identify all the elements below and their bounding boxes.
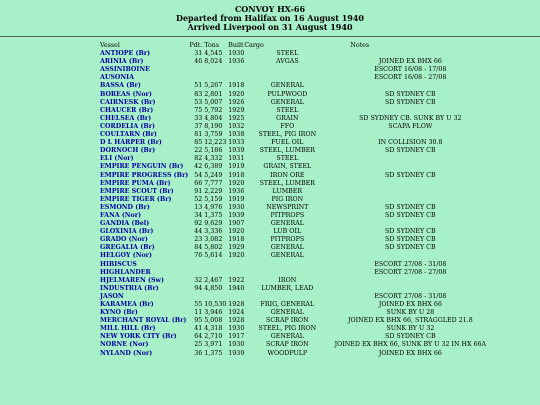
cargo-cell: IRON ORE (270, 171, 305, 179)
notes-cell: ESCORT 27/08 - 31/08 (374, 292, 447, 300)
cargo-cell: SCRAP IRON (266, 341, 309, 349)
notes-cell: SD SYDNEY CB. SUNK BY U 32 (359, 114, 462, 122)
built-cell: 1920 (228, 179, 245, 187)
vessel-name: MILL HILL (Br) (100, 325, 156, 333)
vessel-name: MERCHANT ROYAL (Br) (100, 317, 187, 325)
tons-cell: 2,229 (204, 187, 223, 195)
cargo-cell: GRAIN, STEEL (263, 163, 312, 171)
page-title: CONVOY HX-66 (234, 4, 306, 14)
built-cell: 1933 (228, 139, 245, 147)
tons-cell: 5,186 (204, 147, 223, 155)
notes-cell: ESCORT 16/08 - 17/08 (374, 66, 447, 74)
cargo-cell (244, 74, 330, 82)
col-notes: Notes (350, 42, 370, 49)
tons-cell: 1,375 (204, 349, 223, 357)
vessel-name: HIGHLANDER (100, 268, 151, 276)
notes-cell (330, 131, 490, 139)
table-row (100, 293, 490, 301)
built-cell: 1924 (228, 309, 245, 317)
vessel-name: GRADO (Nor) (100, 236, 148, 244)
pdt-cell: 54 (194, 171, 203, 179)
cargo-cell: FUEL OIL (271, 139, 304, 147)
notes-cell: ESCORT 27/08 - 31/08 (374, 260, 447, 268)
pdt-cell: 32 (194, 276, 203, 284)
pdt-cell: 37 (194, 122, 203, 130)
vessel-name: CHAUCER (Br) (100, 106, 154, 114)
vessel-name: HIBISCUS (100, 260, 137, 268)
table-row (100, 350, 490, 358)
notes-cell (330, 163, 490, 171)
notes-cell (330, 155, 490, 163)
table-row (100, 172, 490, 180)
vessel-name: GREGALIA (Br) (100, 244, 155, 252)
cargo-cell: STEEL (276, 155, 299, 163)
tons-cell: 4,976 (204, 203, 223, 211)
vessel-name: EMPIRE PENGUIN (Br) (100, 163, 184, 171)
built-cell: 1930 (228, 203, 245, 211)
notes-cell (330, 285, 490, 293)
table-header-row (100, 42, 490, 50)
notes-cell (330, 188, 490, 196)
cargo-cell: STEEL, PIG IRON (258, 325, 317, 333)
pdt-cell (188, 293, 204, 301)
cargo-cell: PITPROPS (270, 236, 305, 244)
pdt-cell: 95 (194, 317, 203, 325)
pdt-cell (188, 269, 204, 277)
notes-cell: SD SYDNEY CB (385, 211, 436, 219)
built-cell: 1920 (228, 252, 245, 260)
pdt-cell: 51 (194, 82, 203, 90)
table-row (100, 269, 490, 277)
tons-cell (204, 261, 228, 269)
table-row (100, 74, 490, 82)
table-row (100, 163, 490, 171)
pdt-cell: 75 (194, 106, 203, 114)
notes-cell (330, 50, 490, 58)
tons-cell: 4,850 (204, 284, 223, 292)
vessel-name: NYLAND (Nor) (100, 349, 153, 357)
cargo-cell: GENERAL (270, 309, 304, 317)
cargo-cell (244, 269, 330, 277)
pdt-cell: 91 (194, 187, 203, 195)
notes-cell: JOINED EX BHX 66, SUNK BY U 32 IN HX 66A (334, 341, 487, 349)
tons-cell: 4,804 (204, 114, 223, 122)
built-cell: 1929 (228, 244, 245, 252)
built-cell: 1939 (228, 349, 245, 357)
pdt-cell: 44 (194, 228, 203, 236)
table-body (100, 50, 490, 358)
tons-cell: 4,332 (204, 155, 223, 163)
table-row (100, 82, 490, 90)
table-row (100, 236, 490, 244)
vessel-name: CHELSEA (Br) (100, 114, 152, 122)
built-cell: 1929 (228, 106, 245, 114)
table-row (100, 285, 490, 293)
notes-cell (330, 277, 490, 285)
pdt-cell: 94 (194, 284, 203, 292)
tons-cell: 5,614 (204, 252, 223, 260)
built-cell: 1930 (228, 341, 245, 349)
pdt-cell: 33 (194, 114, 203, 122)
vessel-name: BASSA (Br) (100, 82, 141, 90)
pdt-cell: 82 (194, 155, 203, 163)
notes-cell: JOINED EX BHX 66 (378, 349, 442, 357)
notes-cell: SCAPA FLOW (388, 122, 433, 130)
built-cell: 1928 (228, 301, 245, 308)
pdt-cell (188, 74, 204, 82)
vessel-name: BOREAS (Nor) (100, 90, 152, 98)
tons-cell: 5,249 (204, 171, 223, 179)
built-cell: 1918 (228, 171, 245, 179)
notes-cell: SD SYDNEY CB (385, 171, 436, 179)
built-cell: 1932 (228, 122, 245, 130)
table-row (100, 252, 490, 260)
table-row (100, 58, 490, 66)
vessel-name: EMPIRE TIGER (Br) (100, 195, 172, 203)
notes-cell: JOINED EX BHX 66 (378, 58, 442, 66)
cargo-cell: GENERAL (270, 244, 304, 252)
built-cell: 1936 (228, 187, 245, 195)
built-cell: 1926 (228, 98, 245, 106)
tons-cell: 2,801 (204, 90, 223, 98)
vessel-name: JASON (100, 292, 124, 300)
cargo-cell: GENERAL (270, 82, 304, 90)
vessel-name: ELI (Nor) (100, 155, 134, 163)
cargo-cell: GENERAL (270, 252, 304, 260)
notes-cell: ESCORT 16/08 - 27/08 (374, 74, 447, 82)
tons-cell: 3,759 (204, 131, 223, 139)
tons-cell (204, 269, 228, 277)
built-cell: 1930 (228, 50, 245, 58)
notes-cell: SD SYDNEY CB (385, 333, 436, 341)
table-row (100, 180, 490, 188)
pdt-cell (188, 261, 204, 269)
notes-cell: SD SYDNEY CB (385, 90, 436, 98)
cargo-cell: LUMBER, LEAD (261, 284, 314, 292)
table-row (100, 147, 490, 155)
vessel-name: EMPIRE PUMA (Br) (100, 179, 171, 187)
table-row (100, 91, 490, 99)
cargo-cell: STEEL (276, 106, 299, 114)
notes-cell: SUNK BY U 28 (386, 309, 435, 317)
pdt-cell (188, 66, 204, 74)
arrived-line: Arrived Liverpool on 31 August 1940 (187, 22, 353, 32)
cargo-cell: STEEL, PIG IRON (258, 131, 317, 139)
tons-cell (204, 293, 228, 301)
cargo-cell: GENERAL (270, 220, 304, 228)
tons-cell: 5,267 (204, 82, 223, 90)
table-row (100, 212, 490, 220)
built-cell: 1919 (228, 195, 245, 203)
table-row (100, 220, 490, 228)
built-cell (228, 74, 244, 82)
vessel-name: AUSONIA (100, 74, 134, 82)
table-row (100, 244, 490, 252)
vessel-name: GLOXINIA (Br) (100, 228, 154, 236)
pdt-cell: 85 (194, 139, 203, 147)
page-header (0, 0, 540, 32)
notes-cell (330, 107, 490, 115)
cargo-cell: FFO (280, 122, 295, 130)
tons-cell: 2,467 (204, 276, 223, 284)
built-cell: 1939 (228, 211, 245, 219)
table-row (100, 277, 490, 285)
tons-cell: 3,971 (204, 341, 223, 349)
notes-cell (330, 82, 490, 90)
pdt-cell: 84 (194, 244, 203, 252)
tons-cell: 9,629 (204, 220, 223, 228)
cargo-cell: STEEL, LUMBER (259, 179, 316, 187)
pdt-cell: 13 (194, 203, 203, 211)
cargo-cell: SCRAP IRON (266, 317, 309, 325)
built-cell: 1938 (228, 131, 245, 139)
table-row (100, 325, 490, 333)
tons-cell: 5,802 (204, 244, 223, 252)
vessel-name: INDUSTRIA (Br) (100, 284, 159, 292)
pdt-cell: 66 (194, 179, 203, 187)
pdt-cell: 53 (194, 98, 203, 106)
cargo-cell: WOODPULP (267, 349, 308, 357)
table-row (100, 301, 490, 309)
table-row (100, 317, 490, 325)
built-cell: 1925 (228, 114, 245, 122)
cargo-cell: STEEL (276, 50, 299, 58)
notes-cell: SUNK BY U 32 (386, 325, 435, 333)
built-cell: 1919 (228, 163, 245, 171)
notes-cell: SD SYDNEY CB (385, 244, 436, 252)
notes-cell: SD SYDNEY CB (385, 228, 436, 236)
table-row (100, 155, 490, 163)
table-row (100, 107, 490, 115)
built-cell (228, 293, 244, 301)
cargo-cell: PIG IRON (271, 195, 304, 203)
pdt-cell: 81 (194, 131, 203, 139)
table-row (100, 333, 490, 341)
col-pdt: Pdt. (189, 42, 203, 49)
pdt-cell: 76 (194, 252, 203, 260)
built-cell: 1918 (228, 82, 245, 90)
tons-cell: 3,336 (204, 228, 223, 236)
pdt-cell: 64 (194, 333, 203, 341)
notes-cell (330, 180, 490, 188)
vessel-name: GANDIA (Bel) (100, 220, 150, 228)
notes-cell: ESCORT 27/08 - 27/08 (374, 268, 447, 276)
vessel-name: CAIRNESK (Br) (100, 98, 156, 106)
col-tons: Tons (204, 42, 220, 49)
tons-cell: 5,159 (204, 195, 223, 203)
tons-cell: 3,946 (204, 309, 223, 317)
tons-cell: 5,007 (204, 98, 223, 106)
built-cell: 1940 (228, 284, 245, 292)
pdt-cell: 41 (194, 325, 203, 333)
cargo-cell: GRAIN (276, 114, 299, 122)
notes-cell (330, 196, 490, 204)
built-cell (228, 261, 244, 269)
table-row (100, 204, 490, 212)
notes-cell: SD SYDNEY CB (385, 236, 436, 244)
built-cell: 1918 (228, 236, 245, 244)
cargo-cell: LUMBER (272, 187, 303, 195)
vessel-name: NORNE (Nor) (100, 341, 149, 349)
vessel-name: ARINIA (Br) (100, 58, 144, 66)
table-row (100, 196, 490, 204)
pdt-cell: 42 (194, 163, 203, 171)
cargo-cell: PULPWOOD (267, 90, 308, 98)
vessel-name: DORNOCH (Br) (100, 147, 156, 155)
built-cell: 1931 (228, 155, 245, 163)
pdt-cell: 36 (194, 349, 203, 357)
table-row (100, 66, 490, 74)
tons-cell: 1,375 (204, 211, 223, 219)
notes-cell (330, 220, 490, 228)
departed-line: Departed from Halifax on 16 August 1940 (176, 13, 364, 23)
table-row (100, 99, 490, 107)
cargo-cell (244, 293, 330, 301)
vessel-name: HJELMAREN (Sw) (100, 276, 164, 284)
tons-cell: 4,318 (204, 325, 223, 333)
built-cell: 1917 (228, 333, 245, 341)
vessel-name: FANA (Nor) (100, 211, 142, 219)
table-row (100, 188, 490, 196)
vessel-name: HELGOY (Nor) (100, 252, 152, 260)
built-cell (228, 269, 244, 277)
col-cargo: Cargo (244, 42, 264, 49)
built-cell: 1939 (228, 147, 245, 155)
cargo-cell: NEWSPRINT (266, 203, 309, 211)
cargo-cell: LUB OIL (273, 228, 302, 236)
notes-cell: JOINED EX BHX 66 (378, 301, 442, 308)
pdt-cell: 55 (194, 301, 203, 308)
convoy-table (100, 42, 490, 358)
pdt-cell: 83 (194, 90, 203, 98)
table-row (100, 228, 490, 236)
tons-cell: 6,389 (204, 163, 223, 171)
notes-cell: IN COLLISION 30.8 (378, 139, 443, 147)
cargo-cell: GENERAL (270, 333, 304, 341)
built-cell: 1922 (228, 276, 245, 284)
tons-cell: 3,082 (204, 236, 223, 244)
tons-cell: 5,792 (204, 106, 223, 114)
vessel-name: NEW YORK CITY (Br) (100, 333, 177, 341)
tons-cell: 5,008 (204, 317, 223, 325)
vessel-name: KYNO (Br) (100, 309, 138, 317)
table-row (100, 131, 490, 139)
vessel-name: ANTIOPE (Br) (100, 50, 151, 58)
notes-cell: SD SYDNEY CB (385, 98, 436, 106)
tons-cell: 8,190 (204, 122, 223, 130)
tons-cell: 2,710 (204, 333, 223, 341)
built-cell (228, 66, 244, 74)
notes-cell: JOINED EX BHX 66, STRAGGLED 21.8 (347, 317, 473, 325)
vessel-name: COULTARN (Br) (100, 131, 157, 139)
pdt-cell: 25 (194, 341, 203, 349)
notes-cell (330, 252, 490, 260)
tons-cell: 12,223 (204, 139, 227, 147)
vessel-name: CORDELIA (Br) (100, 122, 156, 130)
tons-cell: 10,530 (204, 301, 227, 308)
table-row (100, 309, 490, 317)
pdt-cell: 11 (194, 309, 203, 317)
table-row (100, 139, 490, 147)
tons-cell: 4,545 (204, 50, 223, 58)
tons-cell: 8,024 (204, 58, 223, 66)
table-row (100, 115, 490, 123)
tons-cell (204, 74, 228, 82)
vessel-name: KARAMEA (Br) (100, 301, 154, 308)
cargo-cell: PITPROPS (270, 211, 305, 219)
table-row (100, 50, 490, 58)
pdt-cell: 23 (194, 236, 203, 244)
cargo-cell (244, 261, 330, 269)
built-cell: 1930 (228, 325, 245, 333)
cargo-cell (244, 66, 330, 74)
cargo-cell: IRON (278, 276, 297, 284)
col-vessel: Vessel (100, 42, 120, 49)
table-row (100, 261, 490, 269)
cargo-cell: GENERAL (270, 98, 304, 106)
pdt-cell: 52 (194, 195, 203, 203)
tons-cell: 7,777 (204, 179, 223, 187)
built-cell: 1928 (228, 317, 245, 325)
table-row (100, 341, 490, 349)
vessel-name: D L HARPER (Br) (100, 139, 162, 147)
table-row (100, 123, 490, 131)
notes-cell: SD SYDNEY CB (385, 203, 436, 211)
vessel-name: ASSINIBOINE (100, 66, 150, 74)
notes-cell: SD SYDNEY CB (385, 147, 436, 155)
cargo-cell: STEEL, LUMBER (259, 147, 316, 155)
pdt-cell: 31 (194, 50, 203, 58)
built-cell: 1936 (228, 58, 245, 66)
built-cell: 1920 (228, 228, 245, 236)
vessel-name: ESMOND (Br) (100, 203, 150, 211)
built-cell: 1907 (228, 220, 245, 228)
pdt-cell: 22 (194, 147, 203, 155)
pdt-cell: 34 (194, 211, 203, 219)
col-built: Built (228, 42, 244, 49)
pdt-cell: 46 (194, 58, 203, 66)
vessel-name: EMPIRE SCOUT (Br) (100, 187, 174, 195)
tons-cell (204, 66, 228, 74)
pdt-cell: 92 (194, 220, 203, 228)
cargo-cell: AVGAS (275, 58, 299, 66)
header-divider (0, 36, 540, 37)
built-cell: 1920 (228, 90, 245, 98)
cargo-cell: FRIG, GENERAL (260, 301, 315, 308)
vessel-name: EMPIRE PROGRESS (Br) (100, 171, 189, 179)
